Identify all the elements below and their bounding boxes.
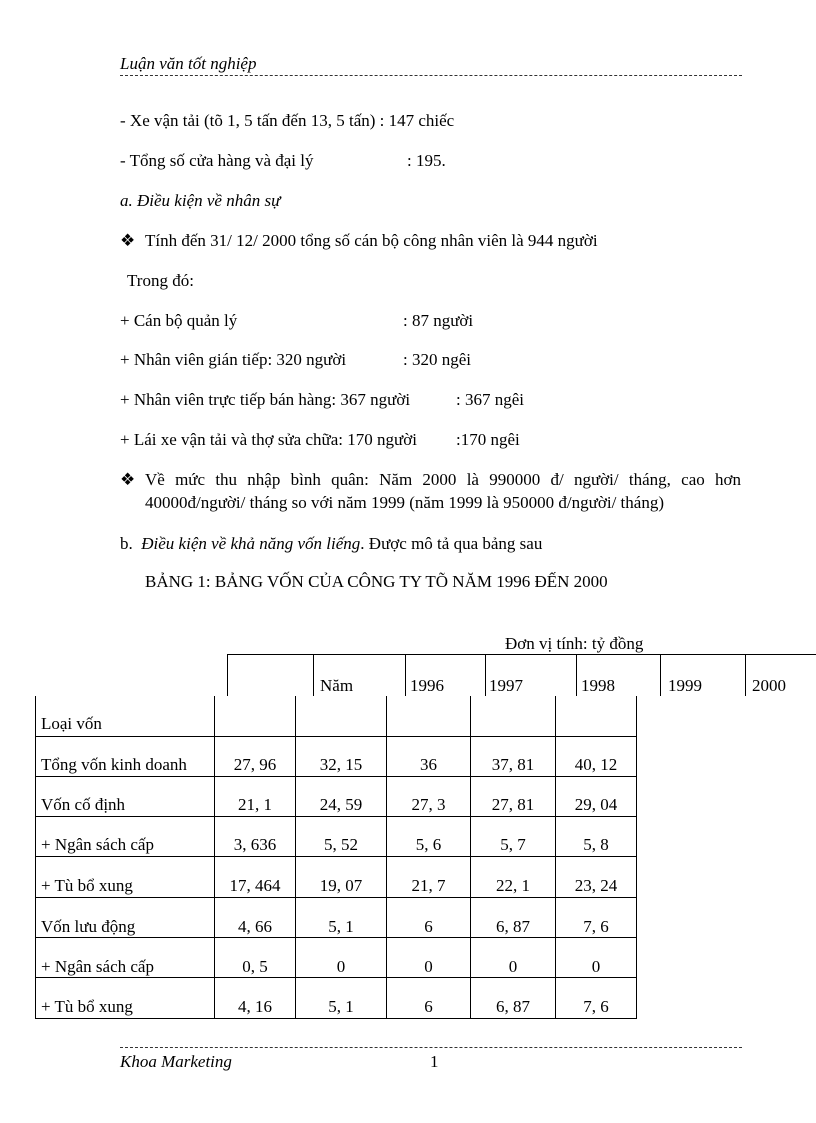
section-b-rest: . Được mô tả qua bảng sau xyxy=(360,534,543,553)
vehicle-line: - Xe vận tải (tõ 1, 5 tấn đến 13, 5 tấn) : 147 chiếc xyxy=(120,111,455,130)
table-rule xyxy=(35,816,637,817)
bullet-diamond-icon: ❖ xyxy=(120,231,136,250)
value-cell: 40, 12 xyxy=(574,755,618,774)
value-cell: 6, 87 xyxy=(496,917,530,936)
value-cell: 5, 6 xyxy=(415,835,442,854)
table-rule xyxy=(576,654,577,696)
section-a-heading: a. Điều kiện về nhân sự xyxy=(120,191,281,210)
income-text-line1: Về mức thu nhập bình quân: Năm 2000 là 990000 đ/ người/ tháng, cao hơn xyxy=(145,470,741,489)
staff-item-value: : 367 ngêi xyxy=(456,390,524,409)
table-rule xyxy=(35,977,637,978)
value-cell: 27, 96 xyxy=(233,755,277,774)
page-number: 1 xyxy=(430,1052,439,1071)
value-cell: 4, 66 xyxy=(238,917,272,936)
table-rule xyxy=(405,654,406,696)
value-cell: 29, 04 xyxy=(574,795,618,814)
value-cell: 7, 6 xyxy=(583,997,609,1016)
year-header: Năm xyxy=(320,676,354,695)
table-rule xyxy=(35,776,637,777)
table-rule xyxy=(35,736,637,737)
table-rule xyxy=(745,654,746,696)
year-cell: 2000 xyxy=(752,676,786,695)
table-rule xyxy=(313,654,314,696)
value-cell: 27, 3 xyxy=(411,795,446,814)
table-rule xyxy=(660,654,661,696)
table-rule xyxy=(636,696,637,1019)
staff-item-label: + Lái xe vận tải và thợ sửa chữa: 170 người xyxy=(120,430,417,449)
table-rule xyxy=(35,696,36,1019)
value-cell: 17, 464 xyxy=(229,876,281,895)
value-cell: 0 xyxy=(591,957,601,976)
value-cell: 3, 636 xyxy=(233,835,277,854)
value-cell: 5, 1 xyxy=(328,997,354,1016)
value-cell: 5, 1 xyxy=(328,917,354,936)
row-label: + Tù bổ xung xyxy=(41,876,133,895)
table-rule xyxy=(485,654,486,696)
stores-value: : 195. xyxy=(407,151,446,170)
footer-faculty: Khoa Marketing xyxy=(120,1052,232,1071)
value-cell: 19, 07 xyxy=(319,876,363,895)
value-cell: 6 xyxy=(424,917,433,936)
row-label: Vốn cố định xyxy=(41,795,126,814)
table-rule xyxy=(35,856,637,857)
value-cell: 5, 8 xyxy=(583,835,609,854)
page-header-title: Luận văn tốt nghiệp xyxy=(120,54,257,73)
value-cell: 0, 5 xyxy=(242,957,268,976)
row-label: Vốn lưu động xyxy=(41,917,136,936)
table-unit: Đơn vị tính: tỷ đồng xyxy=(505,634,644,653)
staff-item-value: :170 ngêi xyxy=(456,430,520,449)
value-cell: 32, 15 xyxy=(319,755,363,774)
staff-item-value: : 320 ngêi xyxy=(403,350,471,369)
year-cell: 1997 xyxy=(489,676,523,695)
value-cell: 23, 24 xyxy=(574,876,618,895)
value-cell: 0 xyxy=(336,957,346,976)
stores-label: - Tổng số cửa hàng và đại lý xyxy=(120,151,314,170)
staff-item-label: + Nhân viên gián tiếp: 320 người xyxy=(120,350,347,369)
year-cell: 1998 xyxy=(581,676,615,695)
table-rule xyxy=(35,1018,637,1019)
row-label: + Ngân sách cấp xyxy=(41,957,154,976)
section-b-italic: Điều kiện về khả năng vốn liếng xyxy=(141,534,361,553)
value-cell: 6 xyxy=(424,997,433,1016)
row-label: Tổng vốn kinh doanh xyxy=(41,755,187,774)
value-cell: 37, 81 xyxy=(491,755,535,774)
header-divider xyxy=(120,75,742,76)
value-cell: 21, 7 xyxy=(411,876,446,895)
value-cell: 6, 87 xyxy=(496,997,530,1016)
value-cell: 0 xyxy=(424,957,433,976)
table-rule xyxy=(35,897,637,898)
value-cell: 36 xyxy=(420,755,437,774)
value-cell: 21, 1 xyxy=(238,795,272,814)
footer-divider xyxy=(120,1047,742,1048)
table-rule xyxy=(35,937,637,938)
staff-item-value: : 87 người xyxy=(403,311,474,330)
value-cell: 5, 7 xyxy=(500,835,526,854)
table-rule xyxy=(227,654,816,655)
staff-total-text: Tính đến 31/ 12/ 2000 tổng số cán bộ công nhân viên là 944 người xyxy=(145,231,598,250)
section-b-label: b. xyxy=(120,534,133,553)
table-rule xyxy=(227,654,228,696)
row-header: Loại vốn xyxy=(41,714,102,733)
staff-item-label: + Nhân viên trực tiếp bán hàng: 367 người xyxy=(120,390,411,409)
bullet-diamond-icon: ❖ xyxy=(120,470,136,489)
value-cell: 4, 16 xyxy=(238,997,272,1016)
row-label: + Ngân sách cấp xyxy=(41,835,154,854)
trong-do-text: Trong đó: xyxy=(127,271,194,290)
value-cell: 0 xyxy=(508,957,518,976)
value-cell: 7, 6 xyxy=(583,917,609,936)
value-cell: 22, 1 xyxy=(496,876,530,895)
row-label: + Tù bổ xung xyxy=(41,997,133,1016)
value-cell: 5, 52 xyxy=(324,835,358,854)
staff-item-label: + Cán bộ quản lý xyxy=(120,311,238,330)
value-cell: 24, 59 xyxy=(319,795,363,814)
section-b-heading xyxy=(120,534,542,554)
income-text-line2: 40000đ/người/ tháng so với năm 1999 (năm 1999 là 950000 đ/người/ tháng) xyxy=(145,493,664,512)
year-cell: 1996 xyxy=(410,676,444,695)
value-cell: 27, 81 xyxy=(491,795,535,814)
year-cell: 1999 xyxy=(668,676,702,695)
table-title: BẢNG 1: BẢNG VỐN CỦA CÔNG TY TÕ NĂM 1996 ĐẾN 2000 xyxy=(145,572,608,591)
